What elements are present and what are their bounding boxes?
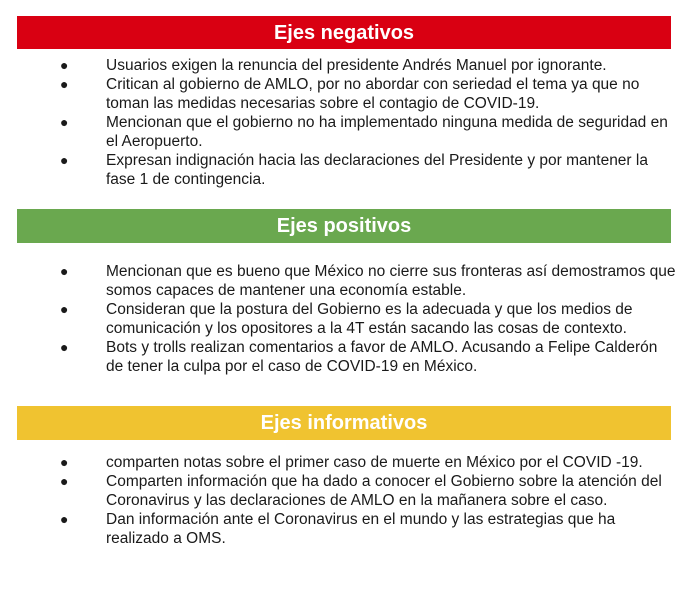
list-item — [0, 300, 687, 338]
item-text: Comparten información que ha dado a conocer el Gobierno sobre la atención del Coronavirus y las declaraciones de AMLO en la mañanera sobre el caso. — [106, 473, 662, 509]
bullet-icon: ● — [60, 454, 69, 470]
bullet-icon: ● — [60, 152, 69, 168]
item-text: Dan información ante el Coronavirus en el mundo y las estrategias que ha realizado a OMS. — [106, 511, 616, 547]
item-text: Bots y trolls realizan comentarios a favor de AMLO. Acusando a Felipe Calderón de tener la culpa por el caso de COVID-19 en México. — [106, 339, 658, 375]
bullet-icon: ● — [60, 263, 69, 279]
bullet-icon: ● — [60, 473, 69, 489]
bullet-icon: ● — [60, 57, 69, 73]
item-text: Mencionan que el gobierno no ha implementado ninguna medida de seguridad en el Aeropuerto. — [106, 114, 668, 150]
negative-section-header: Ejes negativos — [17, 16, 671, 49]
item-text: Mencionan que es bueno que México no cierre sus fronteras así demostramos que somos capaces de mantener una economía estable. — [106, 263, 676, 299]
list-item — [0, 453, 687, 472]
informative-section-header: Ejes informativos — [17, 406, 671, 440]
list-item — [0, 151, 687, 189]
list-item — [0, 338, 687, 376]
item-text: comparten notas sobre el primer caso de muerte en México por el COVID -19. — [106, 454, 643, 471]
negative-items-list — [0, 56, 687, 189]
informative-items-list — [0, 453, 687, 548]
bullet-icon: ● — [60, 114, 69, 130]
item-text: Usuarios exigen la renuncia del presidente Andrés Manuel por ignorante. — [106, 57, 607, 74]
list-item — [0, 510, 687, 548]
positive-items-list — [0, 262, 687, 376]
item-text: Expresan indignación hacia las declaraciones del Presidente y por mantener la fase 1 de contingencia. — [106, 152, 648, 188]
bullet-icon: ● — [60, 339, 69, 355]
bullet-icon: ● — [60, 511, 69, 527]
list-item — [0, 75, 687, 113]
positive-section-header: Ejes positivos — [17, 209, 671, 243]
list-item — [0, 113, 687, 151]
list-item — [0, 262, 687, 300]
item-text: Critican al gobierno de AMLO, por no abordar con seriedad el tema ya que no toman las medidas necesarias sobre el contagio de COVID-19. — [106, 76, 640, 112]
bullet-icon: ● — [60, 76, 69, 92]
bullet-icon: ● — [60, 301, 69, 317]
list-item — [0, 56, 687, 75]
item-text: Consideran que la postura del Gobierno es la adecuada y que los medios de comunicación y los opositores a la 4T están sacando las cosas de contexto. — [106, 301, 633, 337]
list-item — [0, 472, 687, 510]
